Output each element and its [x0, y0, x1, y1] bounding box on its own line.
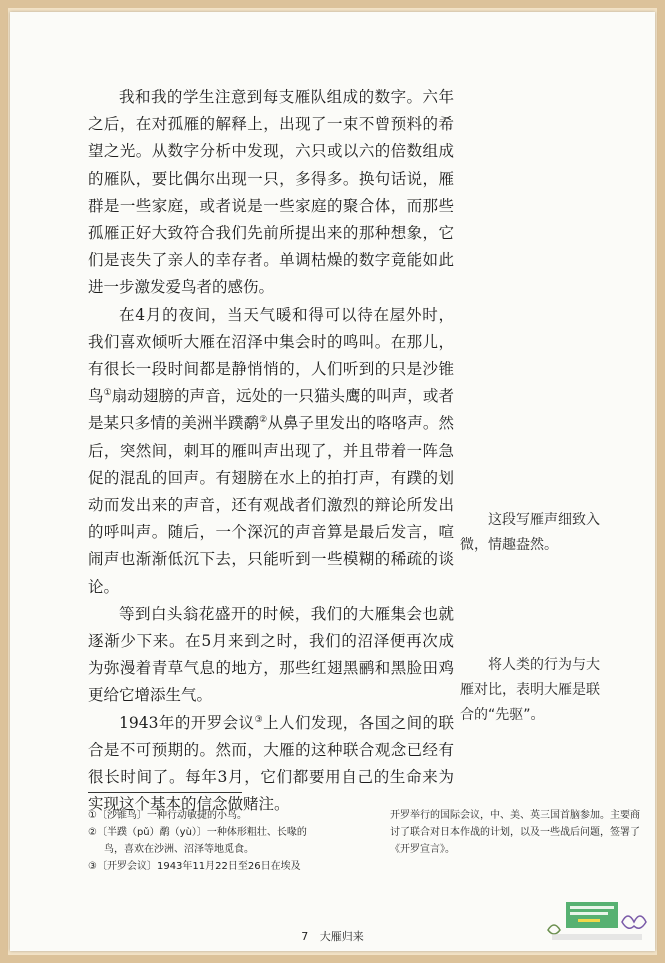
- footnote-marker-3: ③: [254, 714, 264, 725]
- footnote-marker-1: ①: [103, 388, 112, 399]
- footnote-3: ③〔开罗会议〕1943年11月22日至26日在埃及: [88, 861, 301, 872]
- paragraph-2: [88, 302, 454, 601]
- side-note-text: 将人类的行为与大雁对比，表明大雁是联合的“先驱”。: [460, 657, 600, 723]
- footnote-divider: [88, 792, 242, 793]
- paragraph-1: 我和我的学生注意到每支雁队组成的数字。六年之后，在对孤雁的解释上，出现了一束不曾预料的希望之光。从数字分析中发现，六只或以六的倍数组成的雁队，要比偶尔出现一只，多得多。换句话说，雁群是一些家庭，或者说是一些家庭的聚合体，而那些孤雁正好大致符合我们先前所提出来的那种想象，它们是丧失了亲人的幸存者。单调枯燥的数字竟能如此进一步激发爱鸟者的感伤。: [88, 88, 454, 297]
- side-note-1: [460, 508, 602, 558]
- footnotes-right-column: [390, 807, 646, 858]
- footnote-1: ①〔沙锥鸟〕一种行动敏捷的小鸟。: [88, 810, 247, 821]
- side-note-text: 这段写雁声细致入微，情趣盎然。: [460, 512, 600, 553]
- paragraph-2-part-c: 从鼻子里发出的咯咯声。然后，突然间，刺耳的雁叫声出现了，并且带着一阵急促的混乱的回声。有翅膀在水上的拍打声，有蹼的划动而发出来的声音，还有观战者们激烈的辩论所发出的呼叫声。随后，一个深沉的声音算是最后发言，喧闹声也渐渐低沉下去，只能听到一些模糊的稀疏的谈论。: [88, 414, 454, 596]
- watermark-logo-icon: [542, 900, 652, 944]
- footnote-2: ②〔半蹼（pǔ）鹬（yù）〕一种体形粗壮、长喙的: [88, 827, 307, 838]
- paragraph-4-part-b: 上人们发现，各国之间的联合是不可预期的。然而，大雁的这种联合观念已经有很长时间了。每年3月，它们都要用自己的生命来为实现这个基本的信念做赌注。: [88, 713, 454, 814]
- side-note-2: [460, 653, 602, 728]
- textbook-page: [10, 12, 655, 951]
- lesson-title: 大雁归来: [319, 930, 364, 943]
- paragraph-2-part-a: 在4月的夜间，当天气暖和得可以待在屋外时，我们喜欢倾听大雁在沼泽中集会时的鸣叫。在那儿，有很长一段时间都是静悄悄的，人们听到的只是沙锥鸟: [88, 305, 454, 406]
- paragraph-2-part-b: 扇动翅膀的声音，远处的一只猫头鹰的叫声，或者是某只多情的美洲半蹼鹬: [88, 387, 454, 433]
- main-text: [88, 84, 454, 818]
- footnote-marker-2: ②: [259, 415, 268, 426]
- footnote-3-continued: 开罗举行的国际会议，中、美、英三国首脑参加。主要商讨了联合对日本作战的计划，以及一些战后问题，签署了《开罗宣言》。: [390, 810, 640, 855]
- page-number: 7: [301, 930, 309, 943]
- footnote-2-continued: 鸟，喜欢在沙洲、沼泽等地觅食。: [104, 844, 254, 855]
- paragraph-3: 等到白头翁花盛开的时候，我们的大雁集会也就逐渐少下来。在5月来到之时，我们的沼泽便再次成为弥漫着青草气息的地方，那些红翅黑鹂和黑脸田鸡更给它增添生气。: [88, 604, 454, 705]
- paragraph-4: [88, 710, 454, 819]
- paragraph-4-part-a: 1943年的开罗会议: [119, 713, 255, 732]
- footnotes-left-column: [88, 807, 378, 875]
